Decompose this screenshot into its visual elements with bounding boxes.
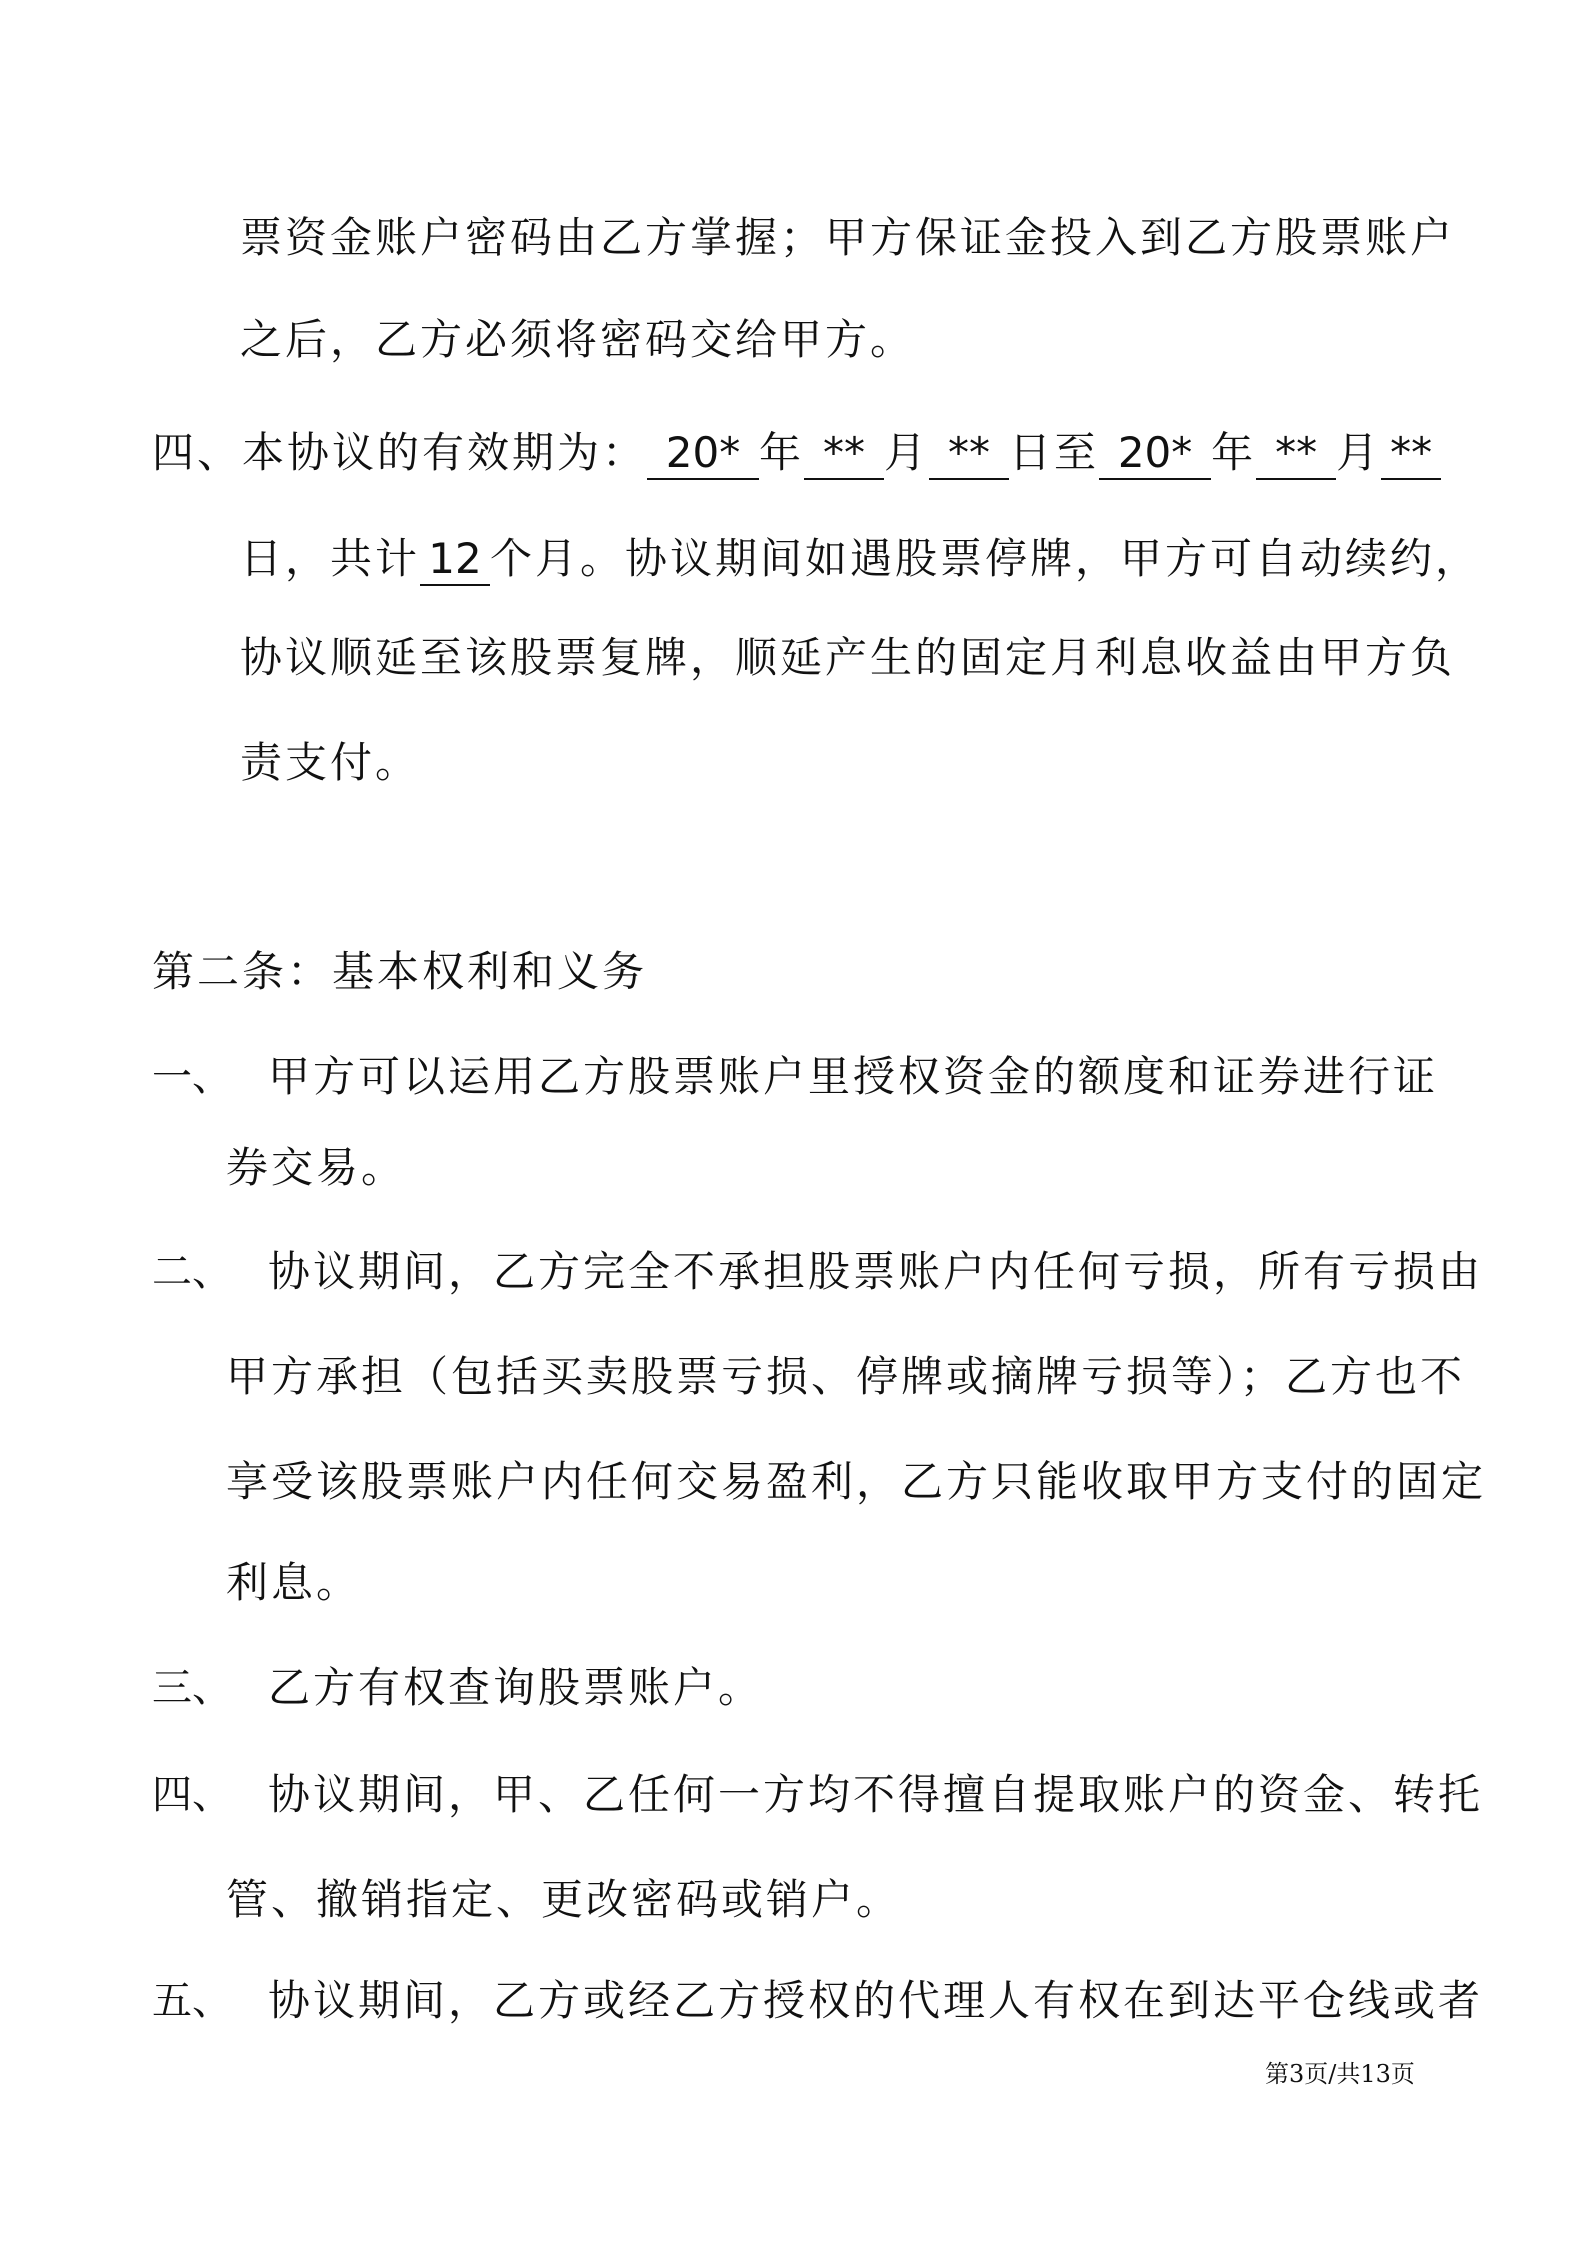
text-line: 协议期间，甲、乙任何一方均不得擅自提取账户的资金、转托 xyxy=(268,1770,1484,1819)
item-number: 二、 xyxy=(152,1249,232,1295)
text-line: 之后，乙方必须将密码交给甲方。 xyxy=(240,315,916,364)
duration-suffix: 个月。协议期间如遇股票停牌，甲方可自动续约， xyxy=(490,534,1481,583)
duration-prefix: 日，共计 xyxy=(240,534,421,583)
end-month-blank: ** xyxy=(1256,428,1336,480)
day-to-text: 日至 xyxy=(1009,428,1100,477)
validity-period-line xyxy=(152,423,1441,483)
text-line: 协议期间，乙方或经乙方授权的代理人有权在到达平仓线或者 xyxy=(268,1976,1484,2025)
section-heading: 第二条：基本权利和义务 xyxy=(152,947,648,996)
text-line: 利息。 xyxy=(226,1558,362,1607)
item-number: 三、 xyxy=(152,1665,232,1711)
text-line: 甲方承担（包括买卖股票亏损、停牌或摘牌亏损等）；乙方也不 xyxy=(226,1352,1466,1401)
text-line: 券交易。 xyxy=(226,1143,407,1192)
text-line: 享受该股票账户内任何交易盈利，乙方只能收取甲方支付的固定 xyxy=(226,1457,1487,1506)
text-line: 票资金账户密码由乙方掌握；甲方保证金投入到乙方股票账户 xyxy=(240,213,1456,262)
item-number: 四、 xyxy=(152,1772,232,1818)
start-month-blank: ** xyxy=(804,428,884,480)
year-char: 年 xyxy=(759,428,805,477)
text-line xyxy=(240,529,1480,589)
month-char: 月 xyxy=(884,428,930,477)
text-line: 乙方有权查询股票账户。 xyxy=(268,1663,764,1712)
end-year-blank: 20* xyxy=(1099,428,1211,480)
item-number: 一、 xyxy=(152,1054,232,1100)
page-number: 第3页/共13页 xyxy=(1265,2060,1415,2088)
year-char: 年 xyxy=(1211,428,1257,477)
start-year-blank: 20* xyxy=(647,428,759,480)
end-day-blank: ** xyxy=(1381,428,1441,480)
months-count-blank: 12 xyxy=(420,534,490,586)
text-line: 责支付。 xyxy=(240,738,421,787)
text-line: 甲方可以运用乙方股票账户里授权资金的额度和证券进行证 xyxy=(268,1052,1439,1101)
text-line: 协议期间，乙方完全不承担股票账户内任何亏损，所有亏损由 xyxy=(268,1247,1484,1296)
text-line: 管、撤销指定、更改密码或销户。 xyxy=(226,1875,902,1924)
validity-label: 四、本协议的有效期为： xyxy=(152,428,648,477)
start-day-blank: ** xyxy=(929,428,1009,480)
item-number: 五、 xyxy=(152,1978,232,2024)
text-line: 协议顺延至该股票复牌，顺延产生的固定月利息收益由甲方负 xyxy=(240,633,1456,682)
month-char: 月 xyxy=(1336,428,1382,477)
